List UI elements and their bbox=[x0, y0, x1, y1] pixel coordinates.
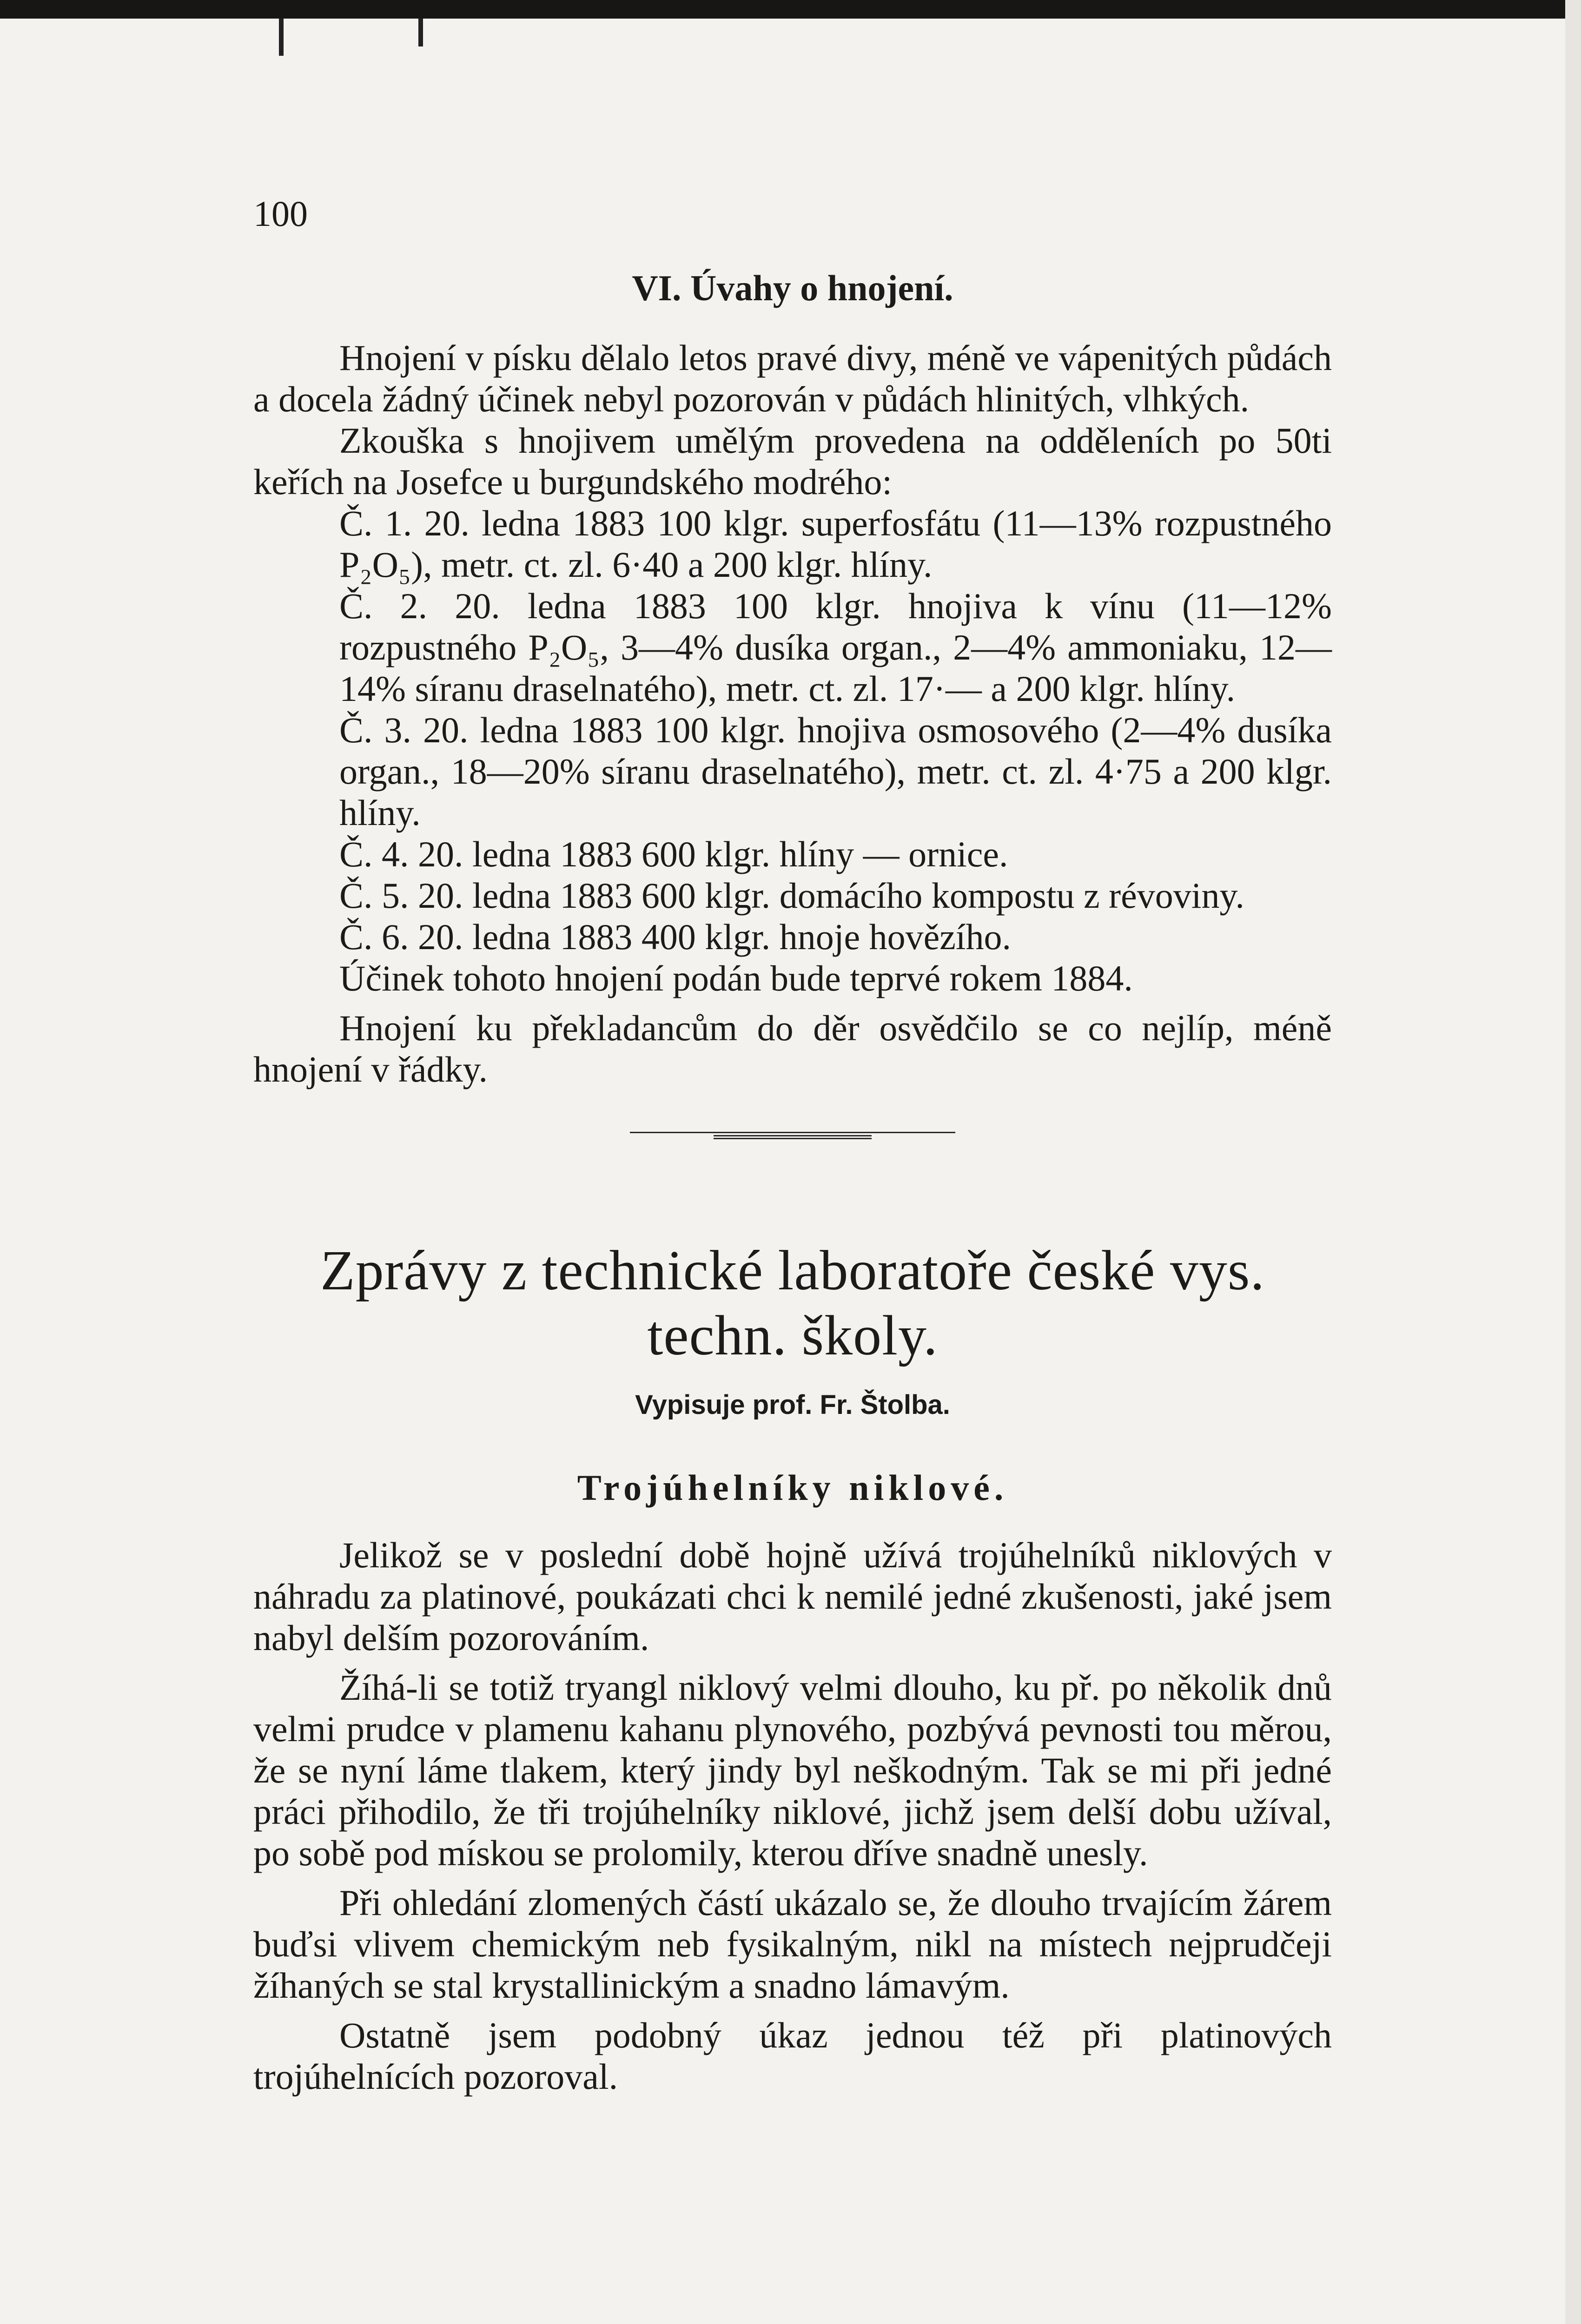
list-item: Č. 2. 20. ledna 1883 100 klgr. hnojiva k vínu (11—12% rozpustného P₂O₅, 3—4% dusíka organ., 2—4% ammoniaku, 12—14% síranu draselnatého), metr. ct. zl. 17·— a 200 klgr. hlíny. bbox=[339, 586, 1332, 709]
paragraph: Účinek tohoto hnojení podán bude teprvé rokem 1884. bbox=[339, 958, 1133, 998]
page-content bbox=[253, 267, 1332, 2097]
paragraph: Hnojení ku překladancům do děr osvědčilo se co nejlíp, méně hnojení v řádky. bbox=[253, 1008, 1332, 1089]
article-heading: Trojúhelníky niklové. bbox=[577, 1467, 1008, 1508]
byline: Vypisuje prof. Fr. Štolba. bbox=[635, 1390, 950, 1420]
section-heading: VI. Úvahy o hnojení. bbox=[632, 268, 953, 308]
list-item: Č. 4. 20. ledna 1883 600 klgr. hlíny — ornice. bbox=[339, 834, 1008, 874]
list-item: Č. 6. 20. ledna 1883 400 klgr. hnoje hovězího. bbox=[339, 917, 1011, 957]
page-number: 100 bbox=[253, 193, 308, 234]
section-divider bbox=[630, 1132, 955, 1138]
paragraph: Hnojení v písku dělalo letos pravé divy, méně ve vápenitých půdách a docela žádný účinek nebyl pozorován v půdách hlinitých, vlhkých. bbox=[253, 337, 1332, 419]
paragraph: Žíhá-li se totiž tryangl niklový velmi dlouho, ku př. po několik dnů velmi prudce v plamenu kahanu plynového, pozbývá pevnosti tou měrou, že se nyní láme tlakem, který jindy byl neškodným. Tak se mi při jedné práci přihodilo, že tři trojúhelníky niklové, jichž jsem delší dobu užíval, po sobě pod mískou se prolomily, kterou dříve snadně unesly. bbox=[253, 1667, 1332, 1873]
paragraph: Ostatně jsem podobný úkaz jednou též při platinových trojúhelnících pozoroval. bbox=[253, 2015, 1332, 2097]
paragraph: Zkouška s hnojivem umělým provedena na odděleních po 50ti keřích na Josefce u burgundského modrého: bbox=[253, 420, 1332, 502]
list-item: Č. 3. 20. ledna 1883 100 klgr. hnojiva osmosového (2—4% dusíka organ., 18—20% síranu draselnatého), metr. ct. zl. 4·75 a 200 klgr. hlíny. bbox=[339, 710, 1332, 833]
list-item: Č. 5. 20. ledna 1883 600 klgr. domácího kompostu z révoviny. bbox=[339, 875, 1244, 916]
report-title: Zprávy z technické laboratoře české vys. techn. školy. bbox=[320, 1239, 1265, 1367]
scan-mark bbox=[279, 19, 284, 56]
list-item: Č. 1. 20. ledna 1883 100 klgr. superfosfátu (11—13% rozpustného P₂O₅), metr. ct. zl. 6·40 a 200 klgr. hlíny. bbox=[339, 503, 1332, 585]
scan-mark bbox=[418, 19, 423, 46]
paragraph: Jelikož se v poslední době hojně užívá trojúhelníků niklových v náhradu za platinové, poukázati chci k nemilé jedné zkušenosti, jaké jsem nabyl delším pozorováním. bbox=[253, 1535, 1332, 1658]
scan-top-edge bbox=[0, 0, 1581, 19]
paragraph: Při ohledání zlomených částí ukázalo se, že dlouho trvajícím žárem buďsi vlivem chemickým neb fysikalným, nikl na místech nejprudčeji žíhaných se stal krystallinickým a snadno lámavým. bbox=[253, 1882, 1332, 2006]
scan-right-edge bbox=[1565, 0, 1581, 2324]
